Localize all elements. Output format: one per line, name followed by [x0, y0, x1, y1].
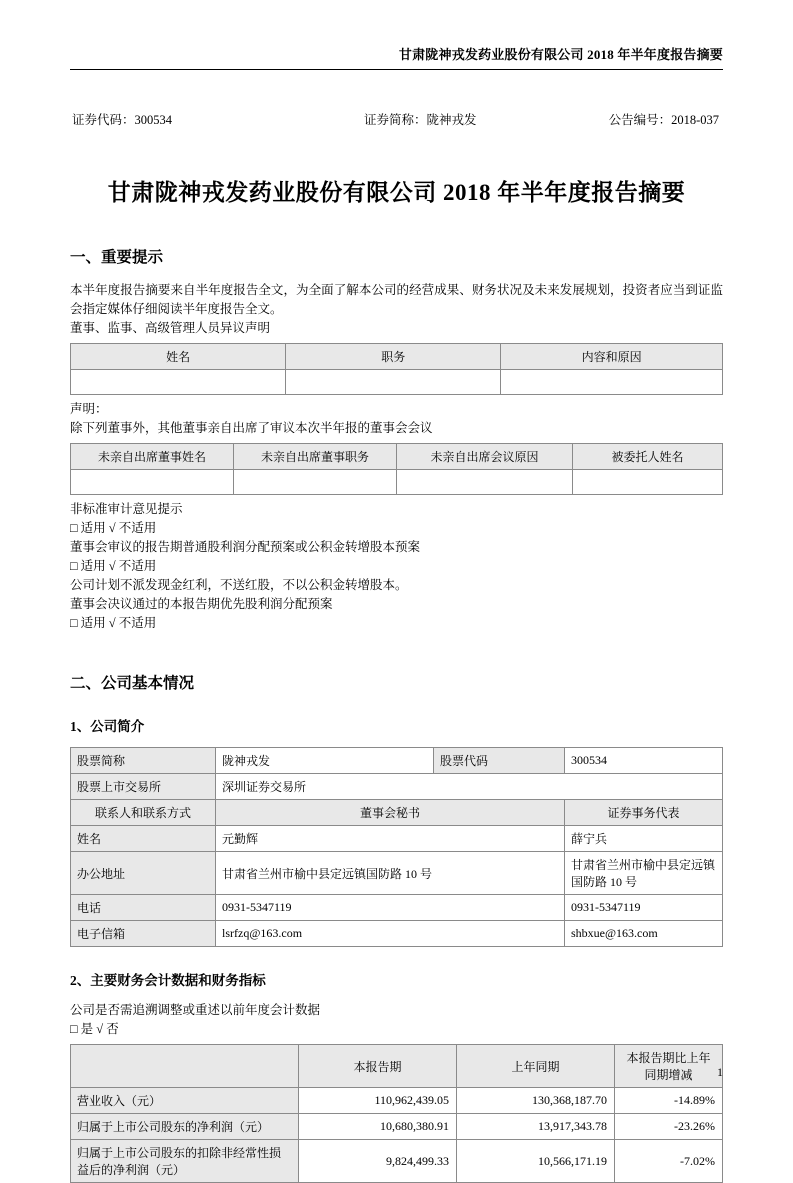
- value-adjusted-previous: 10,566,171.19: [457, 1140, 615, 1183]
- cell-proxy-name: [573, 470, 723, 495]
- table-row: [71, 895, 723, 921]
- value-stock-abbr: 陇神戎发: [216, 748, 434, 774]
- table-row: [71, 826, 723, 852]
- label-name: 姓名: [71, 826, 216, 852]
- retrospective-label: 公司是否需追溯调整或重述以前年度会计数据: [70, 1003, 321, 1017]
- stock-abbreviation: 证券简称：陇神戎发: [364, 113, 477, 127]
- table-row: [71, 800, 723, 826]
- page-title: 甘肃陇神戎发药业股份有限公司 2018 年半年度报告摘要: [107, 180, 686, 205]
- value-secretary-phone: 0931-5347119: [216, 895, 565, 921]
- cell-name: [71, 370, 286, 395]
- section-heading-important-notice: 一、重要提示: [70, 249, 164, 266]
- col-absent-reason: 未亲自出席会议原因: [397, 444, 573, 470]
- label-securities-rep: 证券事务代表: [565, 800, 723, 826]
- value-rep-email: shbxue@163.com: [565, 921, 723, 947]
- table-header-row: [71, 344, 723, 370]
- value-secretary-name: 元勤辉: [216, 826, 565, 852]
- value-secretary-email: lsrfzq@163.com: [216, 921, 565, 947]
- table-row: [71, 921, 723, 947]
- audit-opinion-label: 非标准审计意见提示: [70, 502, 183, 516]
- col-position: 职务: [286, 344, 501, 370]
- cell-absent-reason: [397, 470, 573, 495]
- profit-plan-checkbox[interactable]: □ 适用 √ 不适用: [70, 559, 157, 573]
- table-row: [71, 470, 723, 495]
- label-stock-code: 股票代码: [434, 748, 565, 774]
- col-previous-period: 上年同期: [457, 1045, 615, 1088]
- col-absent-name: 未亲自出席董事姓名: [71, 444, 234, 470]
- table-row: [71, 1114, 723, 1140]
- cell-absent-position: [234, 470, 397, 495]
- statement-text: 除下列董事外，其他董事亲自出席了审议本次半年报的董事会会议: [70, 421, 433, 435]
- row-label-net-profit: 归属于上市公司股东的净利润（元）: [71, 1114, 299, 1140]
- value-adjusted-current: 9,824,499.33: [299, 1140, 457, 1183]
- absent-directors-table: [70, 443, 723, 495]
- label-exchange: 股票上市交易所: [71, 774, 216, 800]
- col-blank: [71, 1045, 299, 1088]
- subsection-heading-financial-data: 2、主要财务会计数据和财务指标: [70, 973, 266, 988]
- cell-absent-name: [71, 470, 234, 495]
- section-heading-company-basics: 二、公司基本情况: [70, 675, 195, 692]
- col-current-period: 本报告期: [299, 1045, 457, 1088]
- label-office-address: 办公地址: [71, 852, 216, 895]
- page-number: 1: [717, 1065, 723, 1079]
- label-contact: 联系人和联系方式: [71, 800, 216, 826]
- preferred-plan-label: 董事会决议通过的本报告期优先股利润分配预案: [70, 597, 333, 611]
- company-profile-table: [70, 747, 723, 947]
- value-adjusted-change: -7.02%: [615, 1140, 723, 1183]
- cell-position: [286, 370, 501, 395]
- profit-plan-label: 董事会审议的报告期普通股利润分配预案或公积金转增股本预案: [70, 540, 421, 554]
- label-phone: 电话: [71, 895, 216, 921]
- audit-opinion-checkbox[interactable]: □ 适用 √ 不适用: [70, 521, 157, 535]
- table-row: [71, 1140, 723, 1183]
- value-revenue-change: -14.89%: [615, 1088, 723, 1114]
- value-net-profit-previous: 13,917,343.78: [457, 1114, 615, 1140]
- label-board-secretary: 董事会秘书: [216, 800, 565, 826]
- announcement-number: 公告编号：2018-037: [608, 113, 719, 127]
- financial-data-table: [70, 1044, 723, 1183]
- dissent-statement-label: 董事、监事、高级管理人员异议声明: [70, 321, 271, 335]
- label-email: 电子信箱: [71, 921, 216, 947]
- preferred-plan-checkbox[interactable]: □ 适用 √ 不适用: [70, 616, 157, 630]
- table-row: [71, 370, 723, 395]
- value-revenue-current: 110,962,439.05: [299, 1088, 457, 1114]
- value-rep-address: 甘肃省兰州市榆中县定远镇国防路 10 号: [565, 852, 723, 895]
- running-header: 甘肃陇神戎发药业股份有限公司 2018 年半年度报告摘要: [70, 0, 723, 70]
- value-revenue-previous: 130,368,187.70: [457, 1088, 615, 1114]
- label-stock-abbr: 股票简称: [71, 748, 216, 774]
- dissent-table: [70, 343, 723, 395]
- table-row: [71, 748, 723, 774]
- stock-code-line: [70, 110, 723, 128]
- table-header-row: [71, 444, 723, 470]
- stock-code: 证券代码：300534: [72, 113, 173, 127]
- value-net-profit-current: 10,680,380.91: [299, 1114, 457, 1140]
- important-notice-paragraph: 本半年度报告摘要来自半年度报告全文，为全面了解本公司的经营成果、财务状况及未来发展规划，投资者应当到证监会指定媒体仔细阅读半年度报告全文。: [70, 283, 723, 316]
- col-content-reason: 内容和原因: [501, 344, 723, 370]
- profit-plan-text: 公司计划不派发现金红利，不送红股，不以公积金转增股本。: [70, 578, 408, 592]
- value-rep-phone: 0931-5347119: [565, 895, 723, 921]
- value-exchange: 深圳证券交易所: [216, 774, 723, 800]
- table-header-row: [71, 1045, 723, 1088]
- col-proxy-name: 被委托人姓名: [573, 444, 723, 470]
- subsection-heading-company-profile: 1、公司简介: [70, 719, 145, 734]
- value-rep-name: 薛宁兵: [565, 826, 723, 852]
- row-label-adjusted-net-profit: 归属于上市公司股东的扣除非经常性损益后的净利润（元）: [71, 1140, 299, 1183]
- value-net-profit-change: -23.26%: [615, 1114, 723, 1140]
- table-row: [71, 852, 723, 895]
- value-secretary-address: 甘肃省兰州市榆中县定远镇国防路 10 号: [216, 852, 565, 895]
- cell-content-reason: [501, 370, 723, 395]
- col-change: 本报告期比上年同期增减: [615, 1045, 723, 1088]
- statement-label: 声明：: [70, 402, 108, 416]
- col-absent-position: 未亲自出席董事职务: [234, 444, 397, 470]
- col-name: 姓名: [71, 344, 286, 370]
- row-label-revenue: 营业收入（元）: [71, 1088, 299, 1114]
- value-stock-code: 300534: [565, 748, 723, 774]
- retrospective-checkbox[interactable]: □ 是 √ 否: [70, 1022, 119, 1036]
- table-row: [71, 774, 723, 800]
- table-row: [71, 1088, 723, 1114]
